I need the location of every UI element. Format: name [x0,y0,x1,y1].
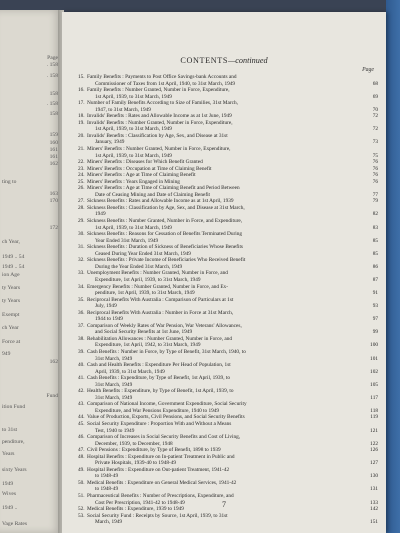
facing-page-fragment: 1949 [2,481,14,487]
entry-page-number: 142 [370,506,378,513]
entry-number: 40. [78,362,85,369]
entry-title [87,244,364,257]
contents-entry [78,513,378,526]
entry-title [87,388,364,401]
entry-page-number: 76 [372,165,378,172]
entry-page-number: 87 [372,276,378,283]
contents-entry [78,218,378,231]
facing-page-fragment: ch Year, [2,239,20,245]
entry-number: 43. [78,401,85,408]
entry-number: 18. [78,113,85,120]
entry-title-line2: Ceased During Year Ended 31st March, 1949 [95,250,191,257]
facing-page-fragment: 163 [49,191,58,197]
entry-title-line1: Reciprocal Benefits With Australia : Number in Force at 31st March, [87,309,234,316]
entry-title [87,231,364,244]
entry-page-number: 100 [370,342,378,349]
entry-number: 17. [78,100,85,107]
entry-title [87,297,364,310]
entry-title-line2: 1st April, 1939, to 31st March, 1949 [95,152,172,159]
entry-title-line2: 1st April, 1939, to 31st March, 1949 [95,93,172,100]
entry-page-number: 72 [372,126,378,133]
entry-number: 38. [78,335,85,342]
facing-page-fragment: ting to [2,179,17,185]
entry-title [87,205,364,218]
entry-title [87,87,364,100]
facing-page-fragment: 1949 .. 54 [2,264,25,270]
entry-title-line1: Cash Benefits : Number in Force, by Type of Benefit, 31st March, 1940, to [87,348,246,355]
facing-page-fragment: 162 [49,161,58,167]
facing-page-fragment: 161 [49,154,58,160]
entry-number: 37. [78,322,85,329]
entry-number: 44. [78,414,85,421]
entry-title-line2: Expenditure, 1st April, 1942, to 31st March, 1949 [95,342,201,349]
entry-page-number: 118 [370,407,378,414]
entry-page-number: 151 [370,519,378,526]
facing-page-fragment: ition Fund [2,404,26,410]
entry-page-number: 68 [372,80,378,87]
entry-title-line1: Comparison of National Income, Government Expenditure, Social Security [87,401,247,408]
entry-title [87,270,364,283]
entry-title-line1: Reciprocal Benefits With Australia : Comparison of Particulars at 1st [87,296,234,303]
entry-title [87,218,364,231]
entry-title-line2: Year Ended 31st March, 1949 [95,237,159,244]
entry-page-number: 121 [370,427,378,434]
entry-title-line1: Miners' Benefits : Age at Time of Claiming Benefit [87,172,196,179]
facing-page-fragment: 160 [49,140,58,146]
entry-title-line1: Comparison of Increases in Social Security Benefits and Cost of Living, [87,434,241,441]
entry-title [87,421,364,434]
facing-page-fragment: ty Years [2,298,21,304]
facing-page-fragment: 158 [49,91,58,97]
contents-entry [78,244,378,257]
entry-title-line2: to 1948-49 [95,473,119,480]
contents-entry [78,362,378,375]
contents-entry [78,146,378,159]
entry-title-line1: Miners' Benefits : Years Engaged in Mining [87,178,180,185]
entry-page-number: 133 [370,499,378,506]
facing-page-fragment: Fund [46,393,58,399]
entry-title [87,323,364,336]
entry-page-number: 86 [372,263,378,270]
entry-number: 26. [78,185,85,192]
entry-page-number: 130 [370,473,378,480]
entry-title-line1: Hospital Benefits : Expenditure on In-patient Treatment in Public and [87,453,235,460]
page-number: 7 [222,500,226,509]
entry-page-number: 131 [370,486,378,493]
facing-page-fragment: 170 [49,198,58,204]
entry-number: 51. [78,493,85,499]
facing-page-fragment: Page [47,55,58,61]
entry-title-line1: Sickness Benefits : Number Granted, Number in Force, and Expenditure, [87,218,243,225]
entry-title [87,133,364,146]
entry-page-number: 119 [370,414,378,421]
contents-entry [78,401,378,414]
entry-title-line1: Medical Benefits : Expenditure, 1939 to 1949 [87,506,184,513]
entry-title-line1: Invalids' Benefits : Rates and Allowable Income as at 1st June, 1949 [87,113,232,120]
entry-title-line1: Miners' Benefits : Occupation at Time of Claiming Benefit [87,165,212,172]
entry-title [87,100,364,113]
entry-title-line2: and Social Security Benefits at 1st June, 1949 [95,329,193,336]
facing-page-fragment: to 31st [2,427,18,433]
entry-number: 24. [78,172,85,179]
entry-title-line1: Emergency Benefits : Number Granted, Number in Force, and Ex- [87,283,228,290]
contents-entry [78,257,378,270]
entry-title-line1: Cash and Health Benefits : Expenditure Per Head of Population, 1st [87,362,231,369]
entry-number: 15. [78,74,85,80]
entry-page-number: 127 [370,460,378,467]
facing-page-fragment: penditure, [2,439,25,445]
entry-number: 31. [78,244,85,251]
entry-page-number: 76 [372,159,378,166]
contents-entry [78,133,378,146]
entry-title-line2: Test, 1940 to 1949 [95,427,135,434]
entry-number: 48. [78,453,85,460]
entry-title-line2: to 1948-49 [95,486,119,493]
entry-number: 52. [78,506,85,513]
entry-page-number: 85 [372,237,378,244]
contents-heading [62,56,386,65]
entry-page-number: 77 [372,191,378,198]
entry-page-number: 70 [372,106,378,113]
entry-number: 25. [78,178,85,185]
book-cover-edge [386,0,400,533]
entry-title-line2: Expenditure, 1st April, 1939, to 31st March, 1949 [95,276,201,283]
facing-page-fragment: ty Years [2,285,21,291]
facing-page-fragment: Vage Rates [2,521,28,527]
entry-number: 27. [78,198,85,205]
entry-title [87,310,364,323]
entry-page-number: 82 [372,211,378,218]
contents-entry [78,323,378,336]
entry-title [87,362,364,375]
entry-number: 36. [78,309,85,316]
entry-title-line1: Comparison of Weekly Rates of War Pension, War Veterans' Allowances, [87,322,242,329]
entry-title-line2: July, 1949 [95,303,117,310]
entry-page-number: 122 [370,440,378,447]
facing-page-fragment: . 158 [46,73,58,79]
entry-title-line2: 1944 to 1949 [95,316,123,323]
left-page [0,10,62,533]
entry-title-line1: Miners' Benefits : Age at Time of Claiming Benefit and Period Between [87,185,240,192]
facing-page-fragment: 158 [49,111,58,117]
entry-number: 45. [78,420,85,427]
contents-entry [78,375,378,388]
page-column-label: Page [362,67,374,73]
entry-number: 16. [78,87,85,94]
contents-entry [78,205,378,218]
entry-page-number: 83 [372,224,378,231]
entry-page-number: 73 [372,139,378,146]
entry-title [87,480,364,493]
entry-title [87,513,364,526]
entry-title-line1: Medical Benefits : Expenditure on General Medical Services, 1941-42 [87,479,237,486]
facing-page-fragment: 1949 .. [2,505,18,511]
entry-page-number: 117 [370,394,378,401]
facing-page-fragment: sixty Years [2,467,27,473]
entry-title-line2: April, 1939, to 31st March, 1949 [95,368,165,375]
facing-page-fragment: ion Age [2,272,20,278]
contents-entry [78,100,378,113]
entry-title-line2: Date of Ceasing Mining and Date of Claiming Benefit [95,191,211,198]
entry-title-line2: December, 1939, to December, 1948 [95,440,173,447]
entry-title-line1: Number of Family Benefits According to Size of Families, 31st March, [87,100,238,107]
entry-page-number: 85 [372,250,378,257]
entry-page-number: 91 [372,290,378,297]
entry-number: 46. [78,434,85,441]
entry-title-line1: Miners' Benefits : Diseases for Which Benefit Granted [87,159,203,166]
entry-number: 29. [78,218,85,225]
heading-main: CONTENTS [180,56,228,65]
facing-page-fragment: Force at [2,339,21,345]
entry-number: 20. [78,132,85,139]
contents-entry [78,87,378,100]
entry-title [87,284,364,297]
facing-page-fragment: Years [2,451,15,457]
contents-entry [78,349,378,362]
entry-title [87,336,364,349]
entry-number: 35. [78,296,85,303]
entry-page-number: 99 [372,329,378,336]
entry-title-line2: January, 1949 [95,139,125,146]
entry-page-number: 75 [372,152,378,159]
entry-number: 22. [78,159,85,166]
entry-title-line2: During the Year Ended 31st March, 1949 [95,263,183,270]
entry-title-line1: Hospital Benefits : Expenditure on Out-patient Treatment, 1941-42 [87,466,230,473]
entry-title-line1: Social Security Fund : Receipts by Source, 1st April, 1939, to 31st [87,512,228,519]
entry-number: 39. [78,348,85,355]
entry-page-number: 126 [370,447,378,454]
entry-title [87,454,364,467]
entry-page-number: 72 [372,113,378,120]
entry-title-line1: Sickness Benefits : Duration of Sickness of Beneficiaries Whose Benefits [87,244,243,251]
entry-page-number: 69 [372,93,378,100]
entry-number: 32. [78,257,85,264]
entry-page-number: 101 [370,355,378,362]
entry-number: 19. [78,119,85,126]
entry-title-line2: 1949 [95,211,106,218]
entry-title [87,74,364,87]
facing-page-fragment: Wives [2,491,17,497]
entry-title [87,401,364,414]
contents-entry [78,74,378,87]
entry-title-line2: Cost Per Prescription, 1941-42 to 1948-49 [95,499,185,506]
entry-title [87,349,364,362]
entry-title-line1: Sickness Benefits : Reasons for Cessation of Benefits Terminated During [87,231,243,238]
entry-title-line2: 1947, to 31st March, 1949 [95,106,151,113]
entry-title [87,146,364,159]
facing-page-fragment: 162 [49,359,58,365]
contents-entry [78,231,378,244]
entry-number: 23. [78,165,85,172]
contents-entry [78,297,378,310]
facing-page-fragment: . 158 [46,101,58,107]
entry-title-line2: March, 1949 [95,519,123,526]
contents-entry [78,454,378,467]
entry-title-line2: 31st March, 1949 [95,381,133,388]
facing-page-fragment: Exempt [2,312,20,318]
entry-page-number: 79 [372,198,378,205]
entry-number: 41. [78,375,85,382]
entry-title-line1: Invalids' Benefits : Classification by Age, Sex, and Disease at 31st [87,132,228,139]
entry-title [87,185,364,198]
entry-title-line1: Cash Benefits : Expenditure, by Type of Benefit, 1st April, 1939, to [87,375,230,382]
entry-title-line1: Miners' Benefits : Number Granted, Number in Force, Expenditure, [87,146,231,153]
entry-number: 21. [78,146,85,153]
entry-title-line1: Pharmaceutical Benefits : Number of Prescriptions, Expenditure, and [87,493,234,499]
entry-number: 33. [78,270,85,277]
entry-number: 50. [78,479,85,486]
entry-number: 34. [78,283,85,290]
contents-entry [78,310,378,323]
facing-page-fragment: 1949 .. 54 [2,254,25,260]
entry-number: 30. [78,231,85,238]
entry-title [87,375,364,388]
facing-page-fragment: 172 [49,225,58,231]
entry-number: 28. [78,204,85,211]
contents-entry [78,270,378,283]
entry-title-line1: Social Security Expenditure : Proportion With and Without a Means [87,420,232,427]
entry-title-line2: 1st April, 1939, to 31st March, 1949 [95,224,172,231]
entry-title [87,434,364,447]
entry-title-line1: Family Benefits : Payments to Post Office Savings-bank Accounts and [87,74,237,80]
facing-page-fragment: 159 [49,132,58,138]
entry-title-line2: 31st March, 1949 [95,355,133,362]
entry-title-line1: Sickness Benefits : Classification by Age, Sex, and Disease at 31st March, [87,204,245,211]
entry-page-number: 93 [372,303,378,310]
contents-entry [78,336,378,349]
contents-entry [78,120,378,133]
entry-title-line1: Rehabilitation Allowances : Number Granted, Number in Force, and [87,335,233,342]
entry-title-line1: Civil Pensions : Expenditure, by Type of Benefit, 1898 to 1939 [87,447,221,454]
contents-entry [78,421,378,434]
heading-continued: —continued [227,56,268,65]
entry-title-line1: Family Benefits : Number Granted, Number in Force, Expenditure, [87,87,230,94]
entry-number: 47. [78,447,85,454]
entry-title-line1: Sickness Benefits : Rates and Allowable Income as at 1st April, 1939 [87,198,234,205]
entry-page-number: 105 [370,381,378,388]
entry-page-number: 97 [372,316,378,323]
contents-entry [78,388,378,401]
entry-number: 53. [78,512,85,519]
contents-entry [78,434,378,447]
entry-title-line2: Commissioner of Taxes from 1st April, 1940, to 31st March, 1949 [95,80,236,87]
entry-page-number: 76 [372,172,378,179]
facing-page-fragment: 161 [49,147,58,153]
entry-title [87,467,364,480]
entry-title-line1: Value of Production, Exports, Civil Pensions, and Social Security Benefits [87,414,245,421]
entry-title-line2: Private Hospitals, 1939-40 to 1948-49 [95,460,177,467]
entry-title [87,257,364,270]
entry-page-number: 102 [370,368,378,375]
facing-page-fragment: 949 [2,351,11,357]
entry-title-line1: Unemployment Benefits : Number Granted, Number in Force, and [87,270,228,277]
facing-page-fragment: ch Year [2,325,19,331]
entry-title-line2: 31st March, 1949 [95,394,133,401]
facing-page-fragment: . 158 [46,62,58,68]
entry-title-line1: Invalids' Benefits : Number Granted, Number in Force, Expenditure, [87,119,233,126]
contents-entry [78,480,378,493]
entry-title-line2: penditure, 1st April, 1939, to 31st March, 1949 [95,290,195,297]
contents-entry [78,185,378,198]
contents-page [62,12,386,533]
contents-entry [78,284,378,297]
entry-number: 42. [78,388,85,395]
entry-title-line2: 1st April, 1939, to 31st March, 1949 [95,126,172,133]
entry-title [87,120,364,133]
entry-title-line2: Expenditure, and War Pensions Expenditure, 1940 to 1949 [95,407,220,414]
entry-number: 49. [78,466,85,473]
entry-title-line1: Sickness Benefits : Private Income of Beneficiaries Who Received Benefit [87,257,246,264]
entry-page-number: 76 [372,178,378,185]
contents-entry [78,467,378,480]
contents-list [78,74,378,526]
entry-title-line1: Health Benefits : Expenditure, by Type of Benefit, 1st April, 1939, to [87,388,234,395]
